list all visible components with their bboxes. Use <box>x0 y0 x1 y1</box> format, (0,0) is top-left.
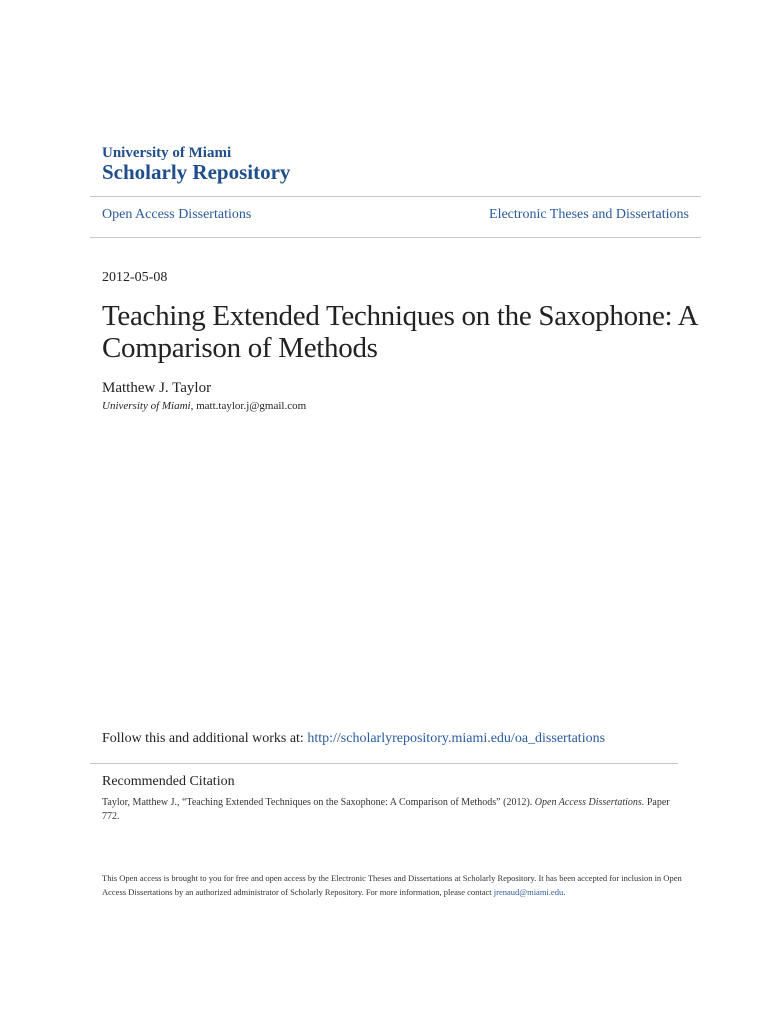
citation-text <box>102 796 682 824</box>
author-affiliation <box>102 400 306 412</box>
access-notice <box>102 871 682 899</box>
citation-series: Open Access Dissertations. <box>534 797 645 808</box>
citation-paper: Paper 772. <box>102 797 670 822</box>
notice-text: This Open access is brought to you for free and open access by the Electronic Theses and Dissertations at Scholarly Repository. It has been accepted for inclusion in Open Access Dissertations by an authorized administrator of Scholarly Repository. For more information, please contact <box>102 873 682 897</box>
author-name: Matthew J. Taylor <box>102 380 212 396</box>
citation-heading: Recommended Citation <box>102 774 235 789</box>
follow-label: Follow this and additional works at: <box>102 731 308 746</box>
document-title: Teaching Extended Techniques on the Saxophone: A Comparison of Methods <box>102 300 697 364</box>
affiliation-separator: , <box>190 400 197 412</box>
collection-link-etd[interactable]: Electronic Theses and Dissertations <box>489 207 689 222</box>
collection-link-open-access[interactable]: Open Access Dissertations <box>102 207 252 222</box>
divider-top <box>90 196 701 197</box>
citation-main: Taylor, Matthew J., “Teaching Extended Techniques on the Saxophone: A Comparison of Methods” (2012). <box>102 797 535 808</box>
divider-citation <box>90 763 678 764</box>
publication-date: 2012-05-08 <box>102 270 168 285</box>
follow-line <box>102 731 605 747</box>
follow-url-link[interactable]: http://scholarlyrepository.miami.edu/oa_dissertations <box>307 731 606 746</box>
contact-email-link[interactable]: jrenaud@miami.edu <box>493 887 564 897</box>
repository-name: Scholarly Repository <box>102 160 291 184</box>
divider-collections <box>90 237 701 238</box>
affiliation-institution: University of Miami <box>102 400 191 412</box>
author-email: matt.taylor.j@gmail.com <box>196 400 307 412</box>
notice-end: . <box>563 887 566 897</box>
institution-name: University of Miami <box>102 145 232 161</box>
